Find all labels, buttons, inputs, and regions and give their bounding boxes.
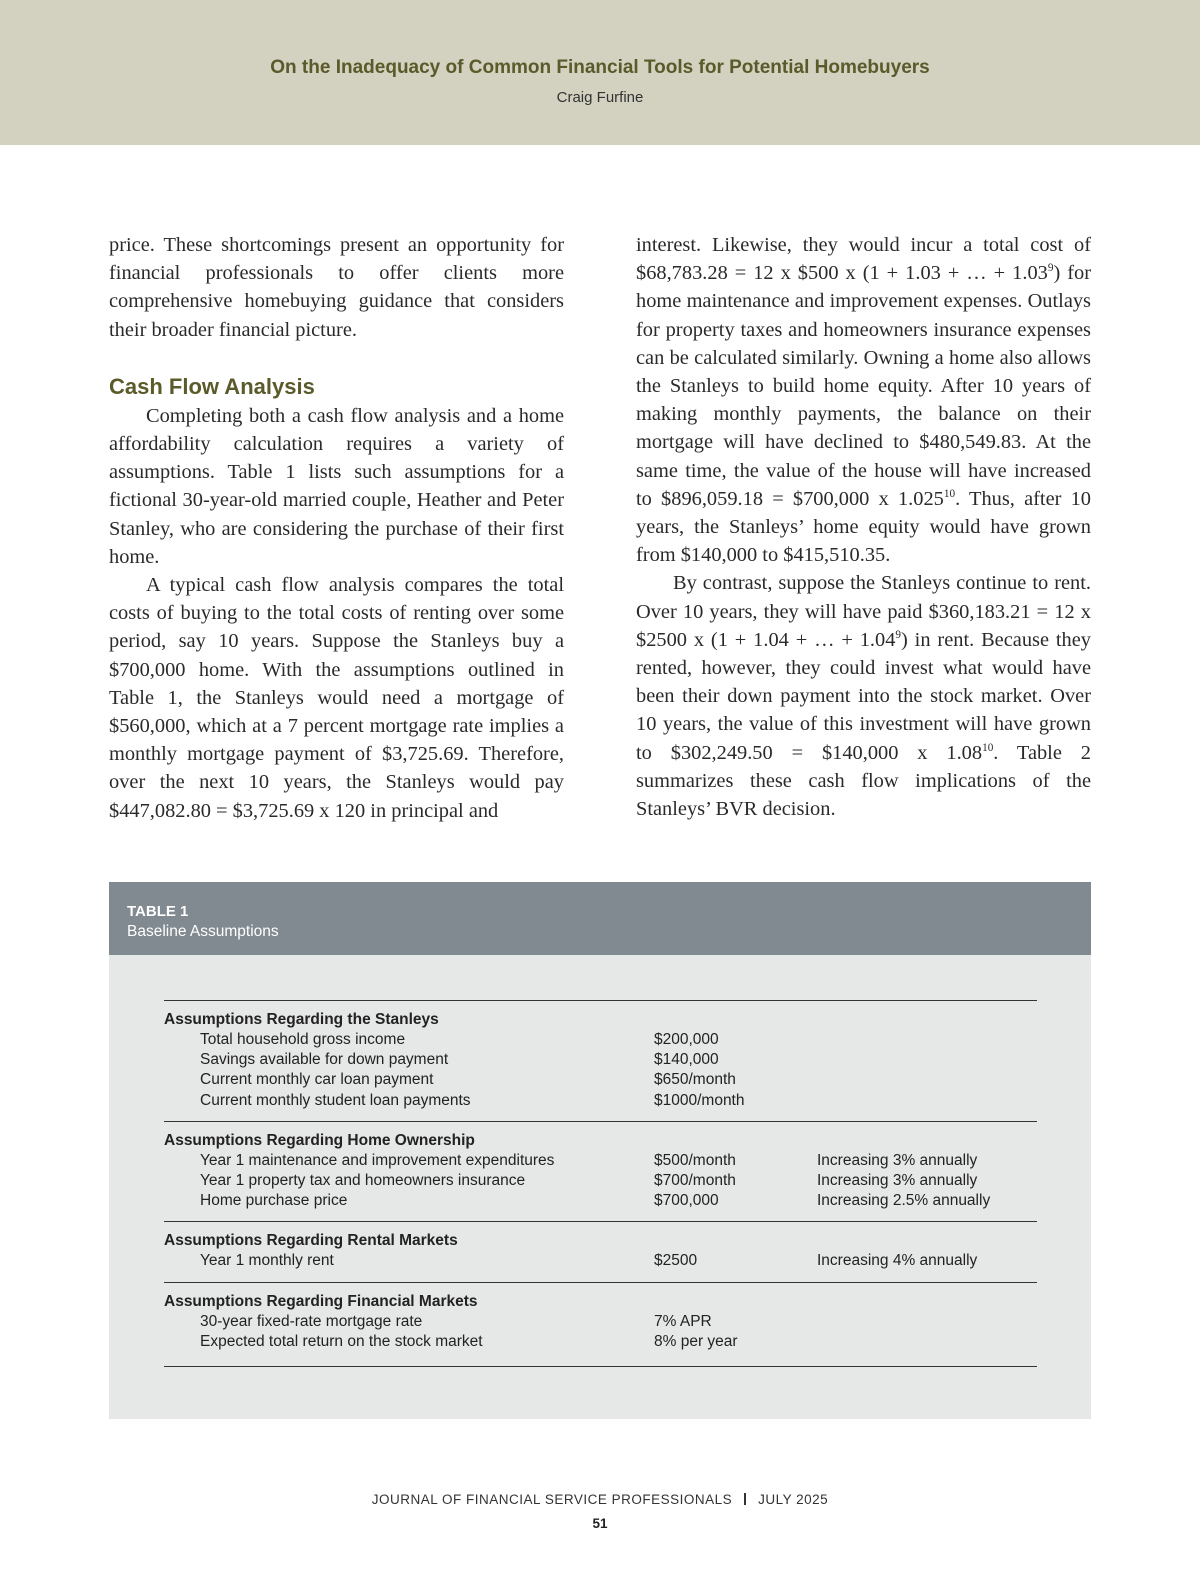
table-group (164, 1221, 1037, 1281)
row-value: $140,000 (654, 1051, 719, 1069)
text-run: ) for home maintenance and improvement expenses. Outlays for property taxes and homeowners insurance expenses can be calculated similarly. Owning a home also allows the Stanleys to build home equity. After 10 years of making monthly payments, the balance on their mortgage will have declined to $480,549.83. At the same time, the value of the house will have increased to $896,059.18 = $700,000 x 1.025 (636, 262, 1092, 510)
table-caption: Baseline Assumptions (127, 923, 279, 940)
journal-name: JOURNAL OF FINANCIAL SERVICE PROFESSIONALS (371, 1492, 733, 1507)
text-run: By contrast, suppose the Stanleys continue to rent. Over 10 years, they will have paid $360,183.21 = 12 x $2500 x (1 + 1.04 + … + 1.04 (636, 572, 1091, 651)
group-title: Assumptions Regarding the Stanleys (164, 1011, 439, 1028)
row-value: $200,000 (654, 1031, 719, 1048)
table-row (164, 1332, 1037, 1352)
page-number: 51 (592, 1516, 608, 1531)
row-label: Year 1 maintenance and improvement expenditures (200, 1151, 555, 1169)
table-row (164, 1050, 1037, 1070)
table-group (164, 1121, 1037, 1222)
issue-date: JULY 2025 (758, 1492, 829, 1507)
row-note (817, 1030, 1037, 1050)
text-run: ) in rent. Because they rented, however, they could invest what would have been their down payment into the stock market. Over 10 years, the value of this investment will have grown to $302,249.50 = $140,000 x 1.08 (636, 628, 1091, 764)
header-band (0, 0, 1200, 145)
table-group (164, 1282, 1037, 1367)
footer-journal (0, 1492, 1200, 1507)
paragraph: price. These shortcomings present an opportunity for financial professionals to offer clients more comprehensive homebuying guidance that considers their broader financial picture. (109, 234, 564, 341)
row-note (817, 1070, 1037, 1090)
superscript: 10 (982, 741, 994, 754)
table-row (164, 1091, 1037, 1111)
row-value: $2500 (654, 1252, 698, 1270)
row-label: 30-year fixed-rate mortgage rate (200, 1312, 423, 1330)
row-label: Year 1 property tax and homeowners insurance (200, 1172, 526, 1190)
footer-separator (744, 1493, 746, 1505)
article-title: On the Inadequacy of Common Financial Tools for Potential Homebuyers (270, 57, 930, 78)
table-header (109, 882, 1091, 955)
table-row (164, 1312, 1037, 1332)
row-note: Increasing 3% annually (817, 1151, 978, 1169)
row-value: $700,000 (654, 1192, 719, 1210)
paragraph: Completing both a cash flow analysis and a home affordability calculation requires a variety of assumptions. Table 1 lists such assumptions for a fictional 30-year-old married couple, Heather and Peter Stanley, who are considering the purchase of their first home. (109, 404, 564, 568)
row-note: Increasing 2.5% annually (817, 1192, 991, 1210)
row-label: Expected total return on the stock market (200, 1332, 483, 1350)
table-row (164, 1251, 1037, 1271)
right-column (636, 231, 1091, 823)
row-note (817, 1091, 1037, 1111)
row-note (817, 1312, 1037, 1332)
group-title: Assumptions Regarding Financial Markets (164, 1292, 478, 1310)
group-title: Assumptions Regarding Home Ownership (164, 1131, 475, 1149)
row-note: Increasing 3% annually (817, 1172, 978, 1190)
paragraph (636, 231, 1091, 569)
table-group (164, 1000, 1037, 1121)
row-value: $700/month (654, 1172, 736, 1190)
row-label: Year 1 monthly rent (200, 1252, 334, 1270)
table-row (164, 1171, 1037, 1191)
paragraph: A typical cash flow analysis compares the total costs of buying to the total costs of renting over some period, say 10 years. Suppose the Stanleys buy a $700,000 home. With the assumptions outlined in Table 1, the Stanleys would need a mortgage of $560,000, which at a 7 percent mortgage rate implies a monthly mortgage payment of $3,725.69. Therefore, over the next 10 years, the Stanleys would pay $447,082.80 = $3,725.69 x 120 in principal and (109, 574, 564, 822)
text-run: . Thus, after 10 years, the Stanleys’ home equity would have grown from $140,000 to $415,510.35. (636, 487, 1091, 567)
superscript: 9 (895, 629, 902, 642)
table-1 (109, 882, 1091, 1419)
row-label: Current monthly car loan payment (200, 1071, 434, 1089)
row-value: $650/month (654, 1071, 736, 1089)
assumptions-table (164, 1000, 1037, 1367)
text-run: . Table 2 summarizes these cash flow implications of the Stanleys’ BVR decision. (636, 741, 1091, 821)
row-value: $500/month (654, 1151, 736, 1169)
row-note (817, 1050, 1037, 1070)
left-column (109, 231, 564, 825)
superscript: 9 (1047, 262, 1054, 275)
row-label: Current monthly student loan payments (200, 1091, 471, 1109)
table-row (164, 1070, 1037, 1090)
text-run: interest. Likewise, they would incur a total cost of $68,783.28 = 12 x $500 x (1 + 1.03 + … + 1.03 (636, 234, 1091, 285)
row-label: Total household gross income (200, 1031, 406, 1048)
row-note (817, 1332, 1037, 1352)
row-value: 8% per year (654, 1332, 738, 1350)
group-title: Assumptions Regarding Rental Markets (164, 1232, 458, 1250)
section-heading: Cash Flow Analysis (109, 373, 315, 399)
row-label: Savings available for down payment (200, 1051, 449, 1069)
table-row (164, 1191, 1037, 1211)
table-row (164, 1030, 1037, 1050)
row-note: Increasing 4% annually (817, 1252, 978, 1270)
superscript: 10 (943, 488, 956, 501)
row-value: 7% APR (654, 1312, 712, 1330)
paragraph (636, 569, 1091, 823)
row-label: Home purchase price (200, 1192, 348, 1210)
article-author: Craig Furfine (556, 89, 644, 106)
row-value: $1000/month (654, 1091, 745, 1109)
table-label: TABLE 1 (127, 903, 189, 920)
table-row (164, 1151, 1037, 1171)
